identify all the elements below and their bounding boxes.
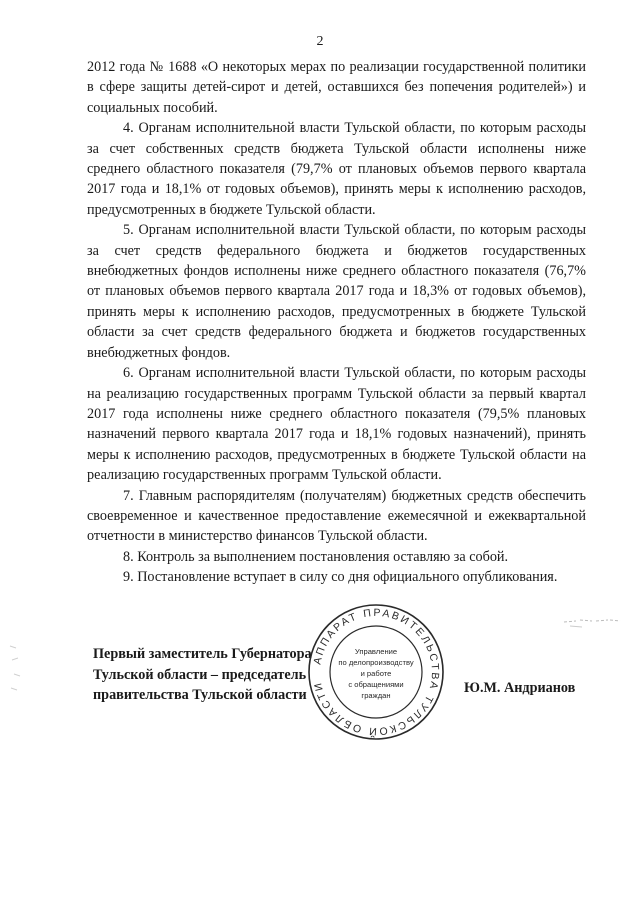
- paragraph-item-4: 4. Органам исполнительной власти Тульской области, по которым расходы за счет собственных средств бюджета Тульской области исполнены ниже среднего областного показателя (79,7% от плановых объемов первого квартала 2017 года и 18,1% от годовых объемов), принять меры к исполнению расходов, предусмотренных в бюджете Тульской области.: [87, 120, 586, 218]
- stamp-seal-icon: [306, 602, 446, 742]
- paragraph-item-7: 7. Главным распорядителям (получателям) бюджетных средств обеспечить своевременное и качественное предоставление ежемесячной и ежеквартальной отчетности в министерство финансов Тульской области.: [87, 487, 586, 545]
- paragraph-item-9: 9. Постановление вступает в силу со дня официального опубликования.: [123, 569, 558, 586]
- signatory-title-line-3: правительства Тульской области: [93, 687, 307, 703]
- scan-noise-mark: [562, 612, 622, 636]
- paragraph-item-8: 8. Контроль за выполнением постановления оставляю за собой.: [123, 548, 509, 565]
- scan-noise-mark-left: [6, 640, 36, 700]
- paragraph-item-6: 6. Органам исполнительной власти Тульской области, по которым расходы на реализацию государственных программ Тульской области за первый квартал 2017 года исполнены ниже среднего областного показателя (79,5% плановых назначений первого квартала 2017 года и 18,1% годовых назначений), принять меры к исполнению расходов, предусмотренных в бюджете Тульской области на реализацию государственных программ Тульской области.: [87, 365, 586, 484]
- signatory-name: Ю.М. Андрианов: [464, 680, 576, 696]
- stamp-inner-line-1: Управление: [354, 647, 398, 656]
- stamp-inner-line-2: по делопроизводству: [338, 658, 414, 667]
- stamp-inner-line-5: граждан: [361, 691, 391, 700]
- signatory-title-line-1: Первый заместитель Губернатора: [93, 646, 312, 662]
- page-number: 2: [316, 34, 324, 49]
- document-body: [87, 57, 586, 588]
- official-stamp: [306, 602, 446, 742]
- signatory-title-line-2: Тульской области – председатель: [93, 666, 307, 683]
- stamp-outer-text: АППАРАТ ПРАВИТЕЛЬСТВА ТУЛЬСКОЙ ОБЛАСТИ: [311, 606, 442, 738]
- stamp-inner-line-3: и работе: [360, 669, 392, 678]
- paragraph-continuation: 2012 года № 1688 «О некоторых мерах по реализации государственной политики в сфере защиты детей-сирот и детей, оставшихся без попечения родителей») и социальных пособий.: [87, 59, 586, 116]
- paragraph-item-5: 5. Органам исполнительной власти Тульской области, по которым расходы за счет средств федерального бюджета и бюджетов государственных внебюджетных фондов исполнены ниже среднего областного показателя (76,7% от плановых объемов первого квартала 2017 года и 18,3% от годовых объемов), принять меры к исполнению расходов, предусмотренных в бюджете Тульской области за счет средств федерального бюджета и бюджетов государственных внебюджетных фондов.: [87, 222, 586, 361]
- stamp-inner-line-4: с обращениями: [348, 680, 404, 689]
